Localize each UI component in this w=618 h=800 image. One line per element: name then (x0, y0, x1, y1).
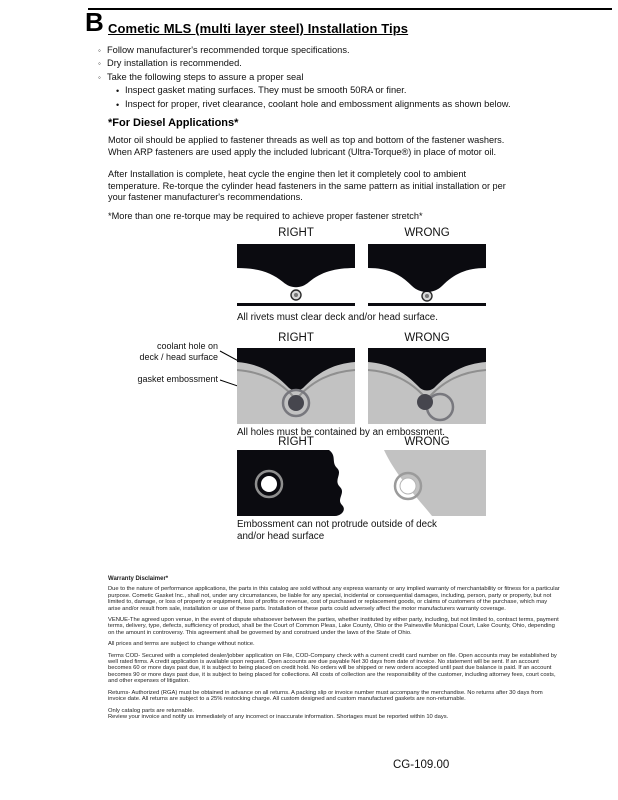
callout-text: deck / head surface (139, 351, 218, 362)
dot-bullet-icon: • (116, 99, 120, 110)
warranty-disclaimer-block (108, 576, 560, 725)
retorque-note: *More than one re-torque may be required to achieve proper fastener stretch* (108, 211, 423, 221)
legal-paragraph: Returns- Authorized (RGA) must be obtained in advance on all returns. A packing slip or invoice number must accompany the merchandise. No returns after 30 days from invoice date. All returns are subject to a 25% restocking charge. All custom designed and custom manufactured gaskets are non-returnable. (108, 689, 543, 703)
list-item (116, 84, 568, 97)
page-code: CG-109.00 (393, 759, 450, 771)
legal-paragraph: All prices and terms are subject to change without notice. (108, 641, 255, 648)
embossment-protrusion-right-diagram (237, 450, 355, 516)
legal-paragraph: VENUE-The agreed upon venue, in the event of dispute whatsoever between the parties, whether instituted by either party, including, but not limited to, contract terms, payment terms, delivery, type, defects, sufficiency of product, shall be the Court of Common Pleas, Lake County, Ohio or the Painesville Municipal Court, Lake County, Ohio, depending on the amount in controversy. This agreement shall be governed by and construed under the laws of the State of Ohio. (108, 617, 559, 636)
tip-text: Inspect gasket mating surfaces. They must be smooth 50RA or finer. (125, 85, 407, 96)
diesel-paragraph-2: After Installation is complete, heat cycle the engine then let it completely cool to ambient temperature. Re-torque the cylinder head fasteners in the same pattern as initial installation or per your fastener manufacturer's recommendations. (108, 169, 506, 203)
tip-text: Take the following steps to assure a proper seal (107, 71, 304, 82)
section-tab-letter: B (85, 7, 104, 37)
tip-text: Inspect for proper, rivet clearance, coolant hole and embossment alignments as shown below. (125, 98, 511, 109)
figure-rivet-wrong (368, 244, 486, 306)
callout-text: coolant hole on (156, 341, 218, 351)
row2-caption: All holes must be contained by an embossment. (237, 427, 446, 438)
coolant-hole-callout (132, 341, 218, 362)
circle-bullet-icon: ◦ (98, 59, 101, 69)
legal-paragraph: Review your invoice and notify us immediately of any incorrect or inaccurate information. Shortages must be reported within 10 days. (108, 713, 449, 720)
list-item (98, 57, 568, 70)
page-title: Cometic MLS (multi layer steel) Installation Tips (108, 21, 409, 36)
installation-tips-list (98, 44, 568, 111)
row1-caption: All rivets must clear deck and/or head surface. (237, 312, 438, 323)
list-item (116, 98, 568, 111)
warranty-disclaimer-heading: Warranty Disclaimer* (108, 576, 169, 582)
figure-rivet-right (237, 244, 355, 306)
figure-hole-right (237, 348, 355, 424)
wrong-label-row2: WRONG (404, 332, 450, 344)
list-item (98, 71, 568, 84)
list-item (98, 44, 568, 57)
legal-paragraph: Terms COD- Secured with a completed dealer/jobber application on File, COD-Company check with a current credit card number on file. Open accounts may be established by well rated firms. A credit application is available upon request. Open accounts are due payable Net 30 days from date of invoice. No statement will be sent. If an account becomes 60 or more days past due, it is subject to being placed on credit hold. No orders will be shipped or new orders accepted until past due balance is paid. If an account becomes 90 or more days past due, it is subject to being placed for collections. All costs of collection are the responsibility of the customer, including attorney fees, court costs, and other expenses of litigation. (108, 652, 557, 685)
circle-bullet-icon: ◦ (98, 72, 101, 82)
diesel-paragraph-1: Motor oil should be applied to fastener threads as well as top and bottom of the fastener washers. When ARP fasteners are used apply the included lubricant (Ultra-Torque®) in place of motor oil. (108, 135, 505, 157)
legal-paragraph: Due to the nature of performance applications, the parts in this catalog are sold without any express warranty or any implied warranty of merchantability or fitness for a particular purpose. Cometic Gasket Inc., shall not, under any circumstances, be liable for any special, incidental or consequential damages, including, person, party or property, but not limited to, damage, or loss of property or equipment, loss of profits or revenue, cost of purchased or replacement goods, or claims of customers of the purchase, which may arise and/or result from sale, installation or use of these parts. Installation of these parts could adversely affect the motor manufacturers warranty coverage. (108, 586, 560, 612)
figure-embossment-wrong (368, 450, 486, 516)
diesel-applications-heading: *For Diesel Applications* (108, 117, 239, 129)
hole-embossment-right-diagram (237, 348, 355, 424)
row3-caption (237, 519, 437, 543)
hole-embossment-wrong-diagram (368, 348, 486, 424)
top-border-rule (88, 8, 612, 10)
figure-embossment-right (237, 450, 355, 516)
wrong-label-row3: WRONG (404, 436, 450, 448)
rivet-clearance-wrong-diagram (368, 244, 486, 306)
right-label-row2: RIGHT (278, 332, 314, 344)
dot-bullet-icon: • (116, 86, 120, 97)
right-label-row3: RIGHT (278, 436, 314, 448)
gasket-embossment-callout: gasket embossment (137, 374, 218, 384)
right-label-row1: RIGHT (278, 227, 314, 239)
tip-text: Dry installation is recommended. (107, 58, 242, 69)
legal-paragraph: Only catalog parts are returnable. (108, 707, 195, 714)
embossment-protrusion-wrong-diagram (368, 450, 486, 516)
circle-bullet-icon: ◦ (98, 46, 101, 55)
caption-text: and/or head surface (237, 531, 325, 542)
rivet-clearance-right-diagram (237, 244, 355, 306)
figure-hole-wrong (368, 348, 486, 424)
tip-text: Follow manufacturer's recommended torque specifications. (107, 45, 350, 55)
caption-text: Embossment can not protrude outside of deck (237, 519, 437, 530)
wrong-label-row1: WRONG (404, 227, 450, 239)
